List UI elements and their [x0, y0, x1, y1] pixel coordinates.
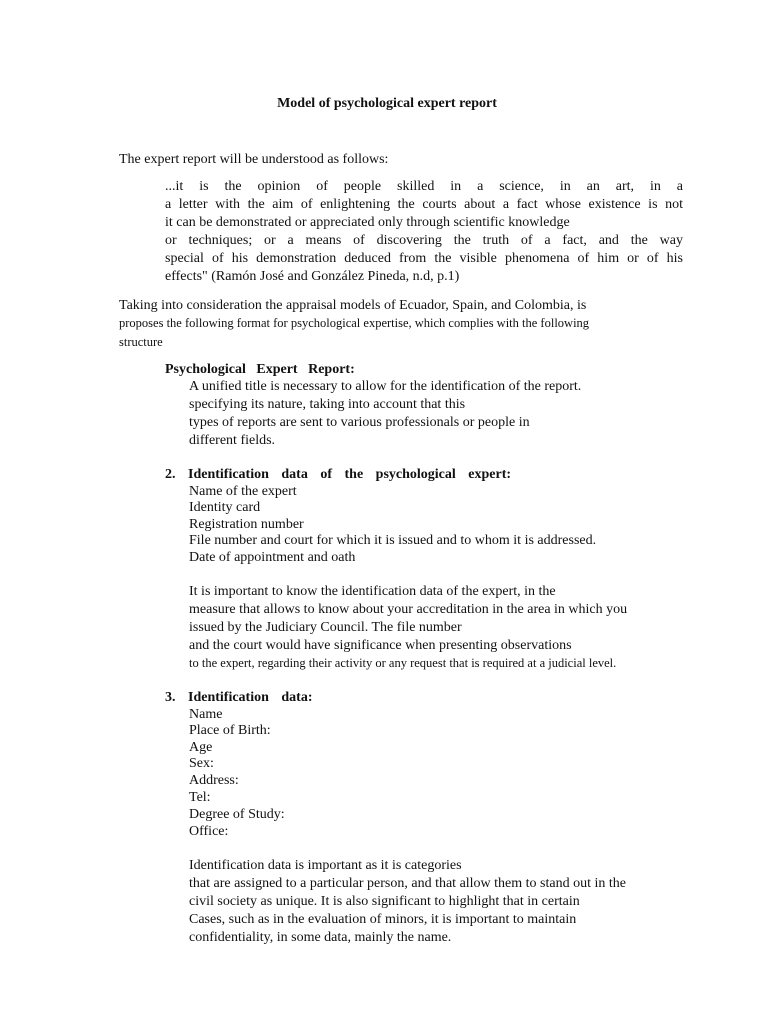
section3-para-line: that are assigned to a particular person, and that allow them to stand out in the — [189, 876, 626, 891]
section2-para-line: issued by the Judiciary Council. The file number — [189, 620, 462, 635]
quote-line: special of his demonstration deduced from the visible phenomena of him or of his — [165, 251, 683, 266]
context-line: structure — [119, 335, 163, 349]
section2-item: Date of appointment and oath — [189, 550, 356, 565]
section3-heading-row — [165, 689, 313, 706]
intro-text: The expert report will be understood as follows: — [119, 152, 389, 167]
section3-para-line: confidentiality, in some data, mainly the name. — [189, 930, 452, 945]
section3-item: Sex: — [189, 756, 214, 771]
section3-para-line: Cases, such as in the evaluation of minors, it is important to maintain — [189, 912, 577, 927]
quote-line: or techniques; or a means of discovering the truth of a fact, and the way — [165, 233, 683, 248]
section2-para-line: measure that allows to know about your accreditation in the area in which you — [189, 602, 628, 617]
section2-para-line: to the expert, regarding their activity or any request that is required at a judicial level. — [189, 656, 617, 670]
section3-item: Age — [189, 740, 213, 755]
section3-number: 3. — [165, 690, 176, 705]
section3-item: Name — [189, 707, 223, 722]
section3-para-line: civil society as unique. It is also significant to highlight that in certain — [189, 894, 580, 909]
section2-heading-row — [165, 466, 511, 483]
section2-heading: Identification data of the psychological expert: — [188, 467, 512, 482]
section2-item: Registration number — [189, 517, 304, 532]
section3-item: Place of Birth: — [189, 723, 271, 738]
section3-heading: Identification data: — [188, 690, 313, 705]
context-line: proposes the following format for psychological expertise, which complies with the following — [119, 316, 590, 330]
section3-item: Tel: — [189, 790, 211, 805]
section1-line: A unified title is necessary to allow for the identification of the report. — [189, 379, 582, 394]
section2-item: File number and court for which it is issued and to whom it is addressed. — [189, 533, 597, 548]
section1-line: types of reports are sent to various professionals or people in — [189, 415, 530, 430]
quote-line: ...it is the opinion of people skilled in a science, in an art, in a — [165, 179, 683, 194]
quote-line: a letter with the aim of enlightening the courts about a fact whose existence is not — [165, 197, 683, 212]
section2-item: Identity card — [189, 500, 261, 515]
section3-item: Office: — [189, 824, 229, 839]
section1-line: different fields. — [189, 433, 276, 448]
section2-item: Name of the expert — [189, 484, 297, 499]
section3-item: Address: — [189, 773, 239, 788]
section2-number: 2. — [165, 467, 176, 482]
section3-para-line: Identification data is important as it is categories — [189, 858, 462, 873]
section1-line: specifying its nature, taking into account that this — [189, 397, 466, 412]
section2-para-line: It is important to know the identification data of the expert, in the — [189, 584, 556, 599]
context-line: Taking into consideration the appraisal models of Ecuador, Spain, and Colombia, is — [119, 298, 587, 313]
document-title: Model of psychological expert report — [277, 96, 497, 111]
section1-heading: Psychological Expert Report: — [165, 362, 355, 377]
section3-item: Degree of Study: — [189, 807, 285, 822]
quote-line: it can be demonstrated or appreciated only through scientific knowledge — [165, 215, 570, 230]
quote-line: effects" (Ramón José and González Pineda, n.d, p.1) — [165, 269, 460, 284]
section2-para-line: and the court would have significance when presenting observations — [189, 638, 572, 653]
